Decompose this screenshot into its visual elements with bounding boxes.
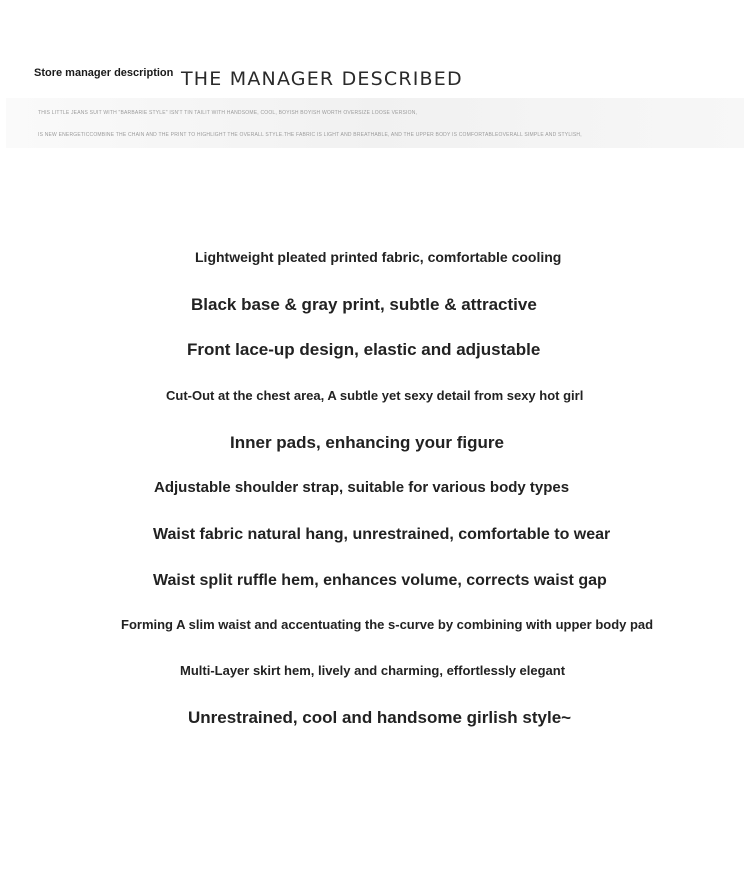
feature-line: Unrestrained, cool and handsome girlish style~ <box>188 708 572 727</box>
feature-line: Black base & gray print, subtle & attractive <box>191 295 537 314</box>
banner-text-line-1: THIS LITTLE JEANS SUIT WITH "BARBARIE STYLE" ISN'T TIN TAILIT WITH HANDSOME, COOL, BOYISH BOYISH WORTH OVERSIZE LOOSE VERSION, <box>38 110 418 116</box>
feature-line: Front lace-up design, elastic and adjustable <box>187 340 541 359</box>
feature-line: Adjustable shoulder strap, suitable for various body types <box>154 479 570 496</box>
feature-line: Cut-Out at the chest area, A subtle yet sexy detail from sexy hot girl <box>166 388 584 403</box>
feature-line: Waist split ruffle hem, enhances volume, corrects waist gap <box>153 572 607 589</box>
banner-text-line-2: IS NEW ENERGETICCOMBINE THE CHAIN AND THE PRINT TO HIGHLIGHT THE OVERALL STYLE.THE FABRIC IS LIGHT AND BREATHABLE, AND THE UPPER BODY IS COMFORTABLEOVERALL SIMPLE AND STYLISH, <box>38 132 582 138</box>
feature-line: Inner pads, enhancing your figure <box>230 433 504 452</box>
description-banner <box>6 98 744 148</box>
page-title: THE MANAGER DESCRIBED <box>181 68 463 90</box>
store-manager-label: Store manager description <box>34 67 174 79</box>
feature-line: Forming A slim waist and accentuating the s-curve by combining with upper body pad <box>121 617 654 632</box>
feature-line: Multi-Layer skirt hem, lively and charming, effortlessly elegant <box>180 663 566 678</box>
feature-line: Waist fabric natural hang, unrestrained, comfortable to wear <box>153 526 611 543</box>
feature-line: Lightweight pleated printed fabric, comfortable cooling <box>195 249 562 265</box>
